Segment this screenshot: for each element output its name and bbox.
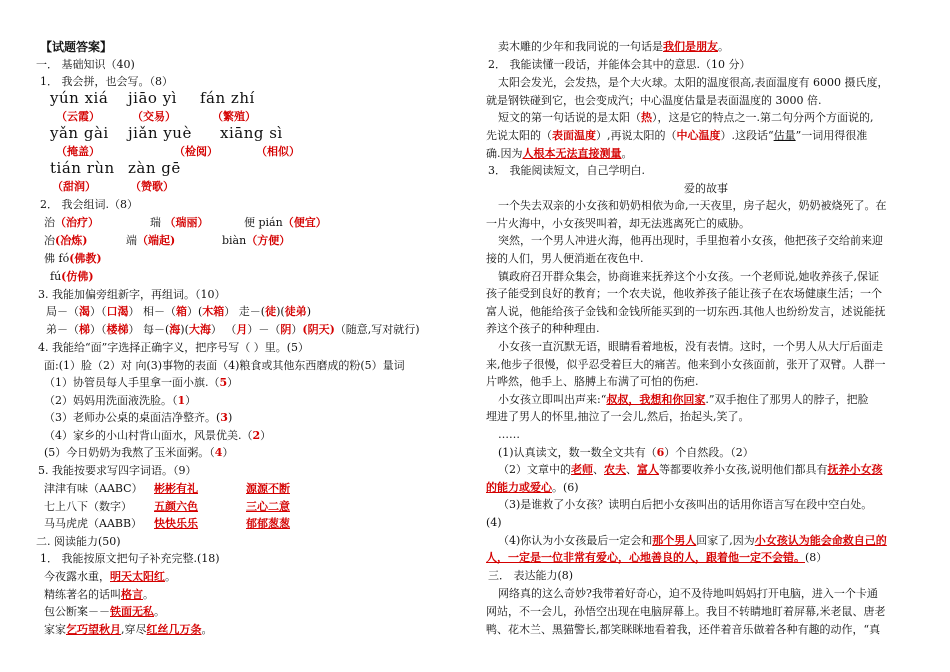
word — [126, 234, 175, 248]
answer-word: （繁殖） — [212, 110, 256, 123]
pinyin: xiāng sì — [220, 124, 283, 142]
q3-line-1: 局－（渴）（口渴） 相－（箱）(木箱） 走－(徒)(徒弟) — [46, 305, 311, 318]
word — [44, 234, 87, 248]
answer-word: 郁郁葱葱 — [246, 517, 290, 530]
answer-word: (佛教) — [69, 252, 102, 265]
text-line: 就是钢铁碰到它，也会变成汽；中心温度估量是表面温度的 3000 倍. — [486, 94, 822, 107]
answer-line: （3)是谁救了小女孩？读明白后把小女孩叫出的话用你语言写在段中空白处。 — [498, 498, 873, 511]
story-line: 小女孩立即叫出声来:“叔叔，我想和你回家.”双手抱住了那男人的脖子，把脸 — [498, 393, 869, 406]
char: 治 — [44, 216, 55, 229]
question-1: 1． 我会拼，也会写。（8） — [40, 75, 173, 88]
q4-answer: (5）今日奶奶为我熬了玉米面粥。（4） — [44, 446, 234, 459]
char: 冶 — [44, 234, 55, 247]
char: 端 — [126, 234, 137, 247]
word — [44, 252, 102, 266]
answer-line: 人，一定是一位非常有爱心，心地善良的人，跟着他一定不会错。(8） — [486, 551, 828, 564]
answer-word: （赞歌） — [130, 180, 174, 193]
answer-word: 彬彬有礼 — [154, 482, 198, 495]
text-line: 先说太阳的（表面温度）,再说太阳的（中心温度）.这段话“估量”一词用得很准 — [486, 129, 868, 142]
char: fú — [50, 270, 62, 283]
question-3: 3. 我能加偏旁组新字，再组词。（10） — [38, 288, 226, 301]
char: biàn — [222, 234, 247, 247]
reading-question-2: 2． 我能读懂一段话，并能体会其中的意思.（10 分） — [488, 58, 751, 71]
answer-line: （4)你认为小女孩最后一定会和那个男人回家了,因为小女孩认为能会命救自己的 — [498, 534, 887, 547]
text-line: 卖木雕的少年和我同说的一句话是我们是朋友。 — [498, 40, 729, 53]
answer-word: 五颜六色 — [154, 500, 198, 513]
text-line: 太阳会发光，会发热，是个大火球。太阳的温度很高,表面温度有 6000 摄氏度， — [498, 76, 889, 89]
ellipsis: …… — [498, 428, 520, 441]
answer-word: 三心二意 — [246, 500, 290, 513]
essay-line: 鸭、花木兰、黑猫警长,都笑眯眯地看着我，还伴着音乐做着各种有趣的动作，“真 — [486, 623, 881, 636]
answer-word: 快快乐乐 — [154, 517, 198, 530]
answer-word: 源源不断 — [246, 482, 290, 495]
sentence: 今夜露水重，明天太阳红。 — [44, 570, 176, 583]
story-line: 一个失去双亲的小女孩和奶奶相依为命,一天夜里，房子起火，奶奶被烧死了。在 — [498, 199, 887, 212]
story-line: 来,他步子很慢，似乎忍受着巨大的痛苦。他来到小女孩面前，张开了双臂。人群一 — [486, 358, 886, 371]
section-expression: 三． 表达能力(8) — [488, 569, 574, 582]
story-line: 突然，一个男人冲进火海，他再出现时，手里抱着小女孩，他把孩子交给前来迎 — [498, 234, 883, 247]
word — [50, 270, 94, 284]
q5-row: 七上八下（数字） — [44, 500, 132, 513]
answers-title: 【试题答案】 — [40, 40, 113, 54]
answer-word: （便宜） — [282, 216, 327, 229]
answer-word: （瑞丽） — [164, 216, 209, 229]
question-2: 2． 我会组词.（8） — [40, 198, 138, 211]
answer-word: （方便） — [246, 234, 291, 247]
answer-word: （掩盖） — [56, 145, 100, 158]
sentence: 精练著名的话叫格言。 — [44, 588, 154, 601]
story-line: 富人说，他能给孩子金钱和金钱所能买到的一切东西.其他人也纷纷发言，述说能抚 — [486, 305, 886, 318]
answer-word: （云霞） — [56, 110, 100, 123]
essay-line: 网站，不一会儿，孙悟空出现在电脑屏幕上。我目不转睛地盯着屏幕,米老鼠、唐老 — [486, 605, 886, 618]
story-line: 镇政府召开群众集会，协商谁来抚养这个小女孩。一个老师说,她收养孩子,保证 — [498, 270, 879, 283]
answer-line: (1)认真读文，数一数全文共有（6）个自然段。（2） — [498, 446, 754, 459]
question-5: 5. 我能按要求写四字词语。（9） — [38, 464, 197, 477]
answer-word: （交易） — [132, 110, 176, 123]
pinyin: jiāo yì — [128, 89, 177, 107]
pinyin: yún xiá — [50, 89, 109, 107]
answer-word: (仿佛) — [61, 270, 94, 283]
story-line: 一片火海中，小女孩哭叫着，却无法逃离死亡的威胁。 — [486, 217, 750, 230]
answer-line: （2）文章中的老师、农夫、富人等都要收养小女孩,说明他们都具有抚养小女孩 — [498, 463, 883, 476]
char: 瑞 — [150, 216, 161, 229]
pinyin: zàn gē — [128, 159, 181, 177]
question-4: 4. 我能给“面”字选择正确字义，把序号写（ ）里。(5） — [38, 341, 310, 354]
q4-options: 面:(1）脸（2）对 向(3)事物的表面（4)粮食或其他东西磨成的粉(5）量词 — [44, 359, 405, 372]
section-reading: 二. 阅读能力(50) — [36, 535, 121, 548]
pinyin: yǎn gài — [50, 124, 109, 142]
section-basic-knowledge: 一． 基础知识（40) — [36, 58, 135, 71]
essay-line: 网络真的这么奇妙?我带着好奇心，迫不及待地叫妈妈打开电脑，进入一个卡通 — [498, 587, 878, 600]
answer-word: （检阅） — [174, 145, 218, 158]
reading-question-3: 3． 我能阅读短文，自己学明白. — [488, 164, 645, 177]
story-line: 埋进了男人的怀里,抽泣了一会儿,然后，抬起头,笑了。 — [486, 410, 750, 423]
answer-word: (冶炼) — [55, 234, 88, 247]
q4-answer: （1）协管员每人手里拿一面小旗.（5） — [44, 376, 239, 389]
answer-word: （端起) — [137, 234, 176, 247]
q4-answer: （4）家乡的小山村背山面水，风景优美.（2） — [44, 429, 272, 442]
char: 便 pián — [244, 216, 283, 229]
sentence: 包公断案－－铁面无私。 — [44, 605, 165, 618]
answer-line: 的能力或爱心。(6) — [486, 481, 579, 494]
answer-line: (4) — [486, 516, 502, 529]
text-line: 确.因为人根本无法直接测量。 — [486, 147, 633, 160]
word — [222, 234, 290, 248]
char: 佛 fó — [44, 252, 70, 265]
sentence: 家家乞巧望秋月,穿尽红丝几万条。 — [44, 623, 213, 636]
q4-answer: （2）妈妈用洗面液洗脸。（1） — [44, 394, 197, 407]
story-line: 接的人们，男人便消逝在夜色中. — [486, 252, 644, 265]
story-line: 小女孩一直沉默无语，眼睛看着地板，没有表情。这时，一个男人从大厅后面走 — [498, 340, 883, 353]
pinyin: fán zhí — [200, 89, 255, 107]
story-title: 爱的故事 — [684, 182, 728, 195]
story-line: 养这个孩子的种种理由. — [486, 322, 600, 335]
q5-row: 马马虎虎（AABB） — [44, 517, 143, 530]
answer-word: （甜润） — [52, 180, 96, 193]
q4-answer: （3）老师办公桌的桌面洁净整齐。(3) — [44, 411, 233, 424]
story-line: 片哗然，他手上、胳膊上布满了可怕的伤疤. — [486, 375, 699, 388]
text-line: 短文的第一句话说的是太阳（热），这是它的特点之一.第二句分两个方面说的, — [498, 111, 874, 124]
word — [244, 216, 327, 230]
pinyin: jiǎn yuè — [128, 124, 192, 142]
reading-question-1: 1． 我能按原文把句子补充完整.(18) — [40, 552, 220, 565]
answer-word: （治疗） — [55, 216, 99, 229]
answer-word: （相似） — [256, 145, 300, 158]
word — [150, 216, 209, 230]
q5-row: 津津有味（AABC） — [44, 482, 143, 495]
word — [44, 216, 99, 230]
story-line: 孩子能受到良好的教育；一个农夫说，他收养孩子能让孩子在农场健康生活；一个 — [486, 287, 882, 300]
q3-line-2: 弟－（梯）（楼梯） 每－(海)(大海） （月）－（阴）(阴天)（随意,写对就行) — [46, 323, 420, 336]
pinyin: tián rùn — [50, 159, 115, 177]
